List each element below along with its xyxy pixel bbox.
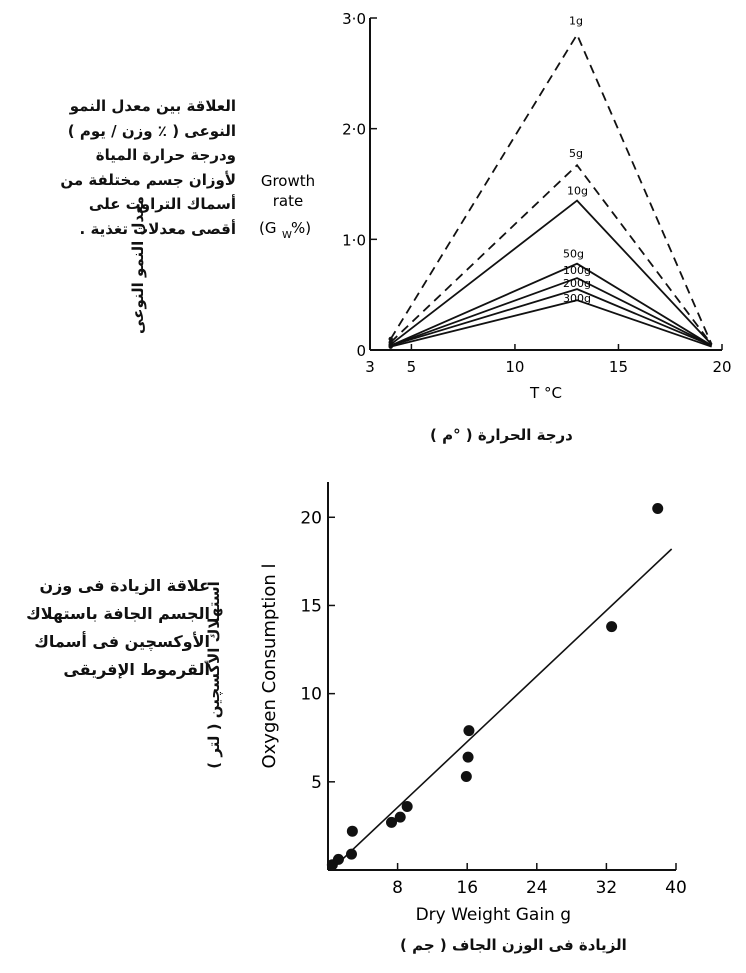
- bottom-scatter-point: [463, 725, 474, 736]
- top-figure-caption: العلاقة بين معدل النمو النوعى ( ٪ وزن / يوم ) ودرجة حرارة المياة لأوزان جسم مختلفة من أسماك التراوت على أقصى معدلات تغذية .: [60, 97, 236, 238]
- bottom-y-tick-label: 20: [300, 508, 322, 529]
- bottom-scatter-point: [333, 854, 344, 865]
- top-y-tick-label: 1·0: [342, 231, 366, 250]
- top-series-start-point: [389, 344, 393, 348]
- bottom-regression-line: [337, 549, 672, 865]
- bottom-y-tick-label: 5: [311, 772, 322, 793]
- top-series-label-200g: 200g: [563, 277, 592, 291]
- bottom-figure-caption: علاقة الزيادة فى وزن الجسم الجافة باستهلاك الأوكسچين فى أسماك القرموط الإفريقى: [26, 576, 210, 679]
- top-x-tick-label: 10: [505, 358, 525, 376]
- top-y-tick-label: 2·0: [342, 120, 366, 139]
- bottom-x-tick-label: 32: [595, 878, 618, 898]
- top-y-axis-title-subscript: W: [282, 230, 292, 241]
- top-x-tick-label: 3: [365, 358, 375, 376]
- bottom-x-axis-title: Dry Weight Gain g: [415, 905, 572, 925]
- top-series-line-1g: [391, 35, 712, 345]
- bottom-x-tick-label: 40: [665, 878, 687, 898]
- top-x-tick-label: 20: [712, 358, 732, 376]
- top-x-tick-label: 5: [406, 358, 417, 376]
- top-x-axis-title: T °C: [530, 384, 562, 402]
- top-series-line-50g: [391, 264, 712, 346]
- top-series-label-1g: 1g: [569, 14, 584, 28]
- top-arabic-x-axis-label: درجة الحرارة ( °م ): [430, 426, 573, 444]
- top-x-tick-label: 15: [608, 358, 629, 376]
- bottom-arabic-x-axis-label: الزيادة فى الوزن الجاف ( جم ): [400, 936, 627, 954]
- bottom-x-tick-label: 24: [525, 878, 548, 898]
- top-series-label-300g: 300g: [563, 292, 592, 306]
- bottom-x-tick-label: 8: [392, 878, 404, 898]
- bottom-scatter-point: [402, 801, 413, 812]
- top-series-label-10g: 10g: [567, 184, 589, 198]
- bottom-scatter-point: [461, 771, 472, 782]
- bottom-scatter-point: [347, 826, 358, 837]
- top-series-label-5g: 5g: [569, 147, 584, 161]
- top-y-tick-label: 0: [356, 342, 366, 360]
- bottom-y-axis-title: Oxygen Consumption l: [259, 563, 280, 769]
- bottom-y-tick-label: 10: [300, 684, 322, 705]
- bottom-scatter-point: [606, 621, 617, 632]
- bottom-y-tick-label: 15: [300, 596, 322, 617]
- top-series-line-5g: [391, 165, 712, 344]
- top-y-axis-title-line: Growth: [260, 172, 316, 190]
- top-series-line-10g: [391, 201, 712, 345]
- bottom-x-tick-label: 16: [456, 878, 479, 898]
- top-series-label-50g: 50g: [563, 247, 585, 261]
- top-y-axis-title-line: %): [291, 219, 312, 237]
- bottom-scatter-point: [346, 849, 357, 860]
- bottom-arabic-y-axis-label: استهلاك الأكسچين ( لتر ): [205, 581, 223, 769]
- top-y-tick-label: 3·0: [342, 10, 366, 28]
- top-series-label-100g: 100g: [563, 264, 592, 278]
- top-y-axis-title-line: rate: [272, 192, 304, 210]
- bottom-scatter-point: [652, 503, 663, 514]
- top-arabic-y-axis-label: معدل النمو النوعى: [129, 196, 147, 334]
- top-y-axis-title-line: (G: [259, 219, 277, 237]
- bottom-scatter-point: [395, 812, 406, 823]
- bottom-scatter-point: [463, 752, 474, 763]
